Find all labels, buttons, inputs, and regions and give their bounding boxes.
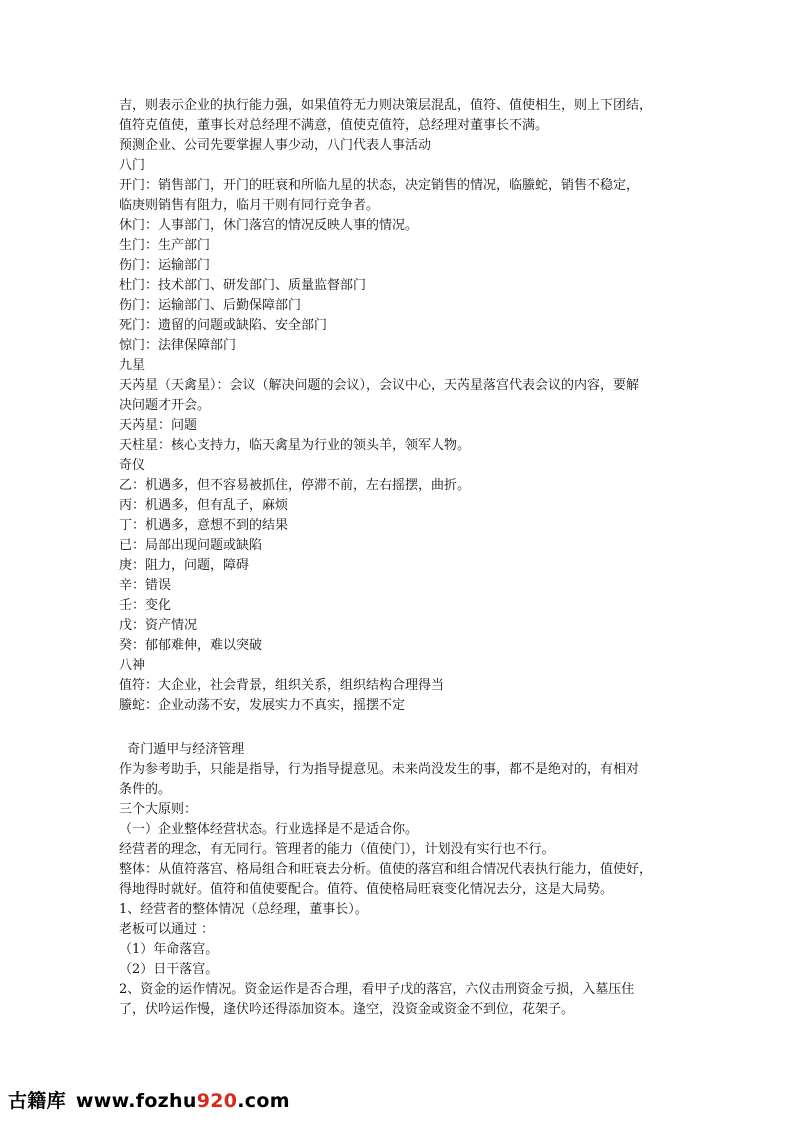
text-line: 值符：大企业，社会背景，组织关系，组织结构合理得当 — [119, 678, 445, 693]
text-line: 天芮星：问题 — [119, 418, 198, 433]
document-body — [119, 96, 679, 1020]
heading-ba-men: 八门 — [119, 158, 146, 173]
text-line: 丁：机遇多，意想不到的结果 — [119, 518, 289, 533]
watermark-url-number: 920 — [196, 1090, 238, 1112]
text-line: 生门：生产部门 — [119, 238, 211, 253]
heading-jiu-xing: 九星 — [119, 358, 146, 373]
text-line: 杜门：技术部门、研发部门、质量监督部门 — [119, 278, 367, 293]
section-enterprise-personnel — [119, 96, 679, 716]
text-line: 预测企业、公司先要掌握人事少动，八门代表人事活动 — [119, 138, 432, 153]
text-line: 庚：阻力，问题，障碍 — [119, 558, 250, 573]
text-line: （一）企业整体经营状态。行业选择是不是适合你。 — [119, 822, 419, 837]
heading-ba-shen: 八神 — [119, 658, 146, 673]
section-economic-management — [119, 740, 679, 1020]
text-line: （1）年命落宫。 — [119, 942, 219, 957]
watermark-url-suffix: .com — [237, 1090, 290, 1112]
text-line: 2、资金的运作情况。资金运作是否合理，看甲子戊的落宫，六仪击刑资金亏损，入墓压住 — [119, 982, 635, 997]
text-line: 死门：遗留的问题或缺陷、安全部门 — [119, 318, 328, 333]
text-line: 丙：机遇多，但有乱子，麻烦 — [119, 498, 289, 513]
text-line: 天芮星（天禽星）：会议（解决问题的会议），会议中心，天芮星落宫代表会议的内容，要解 — [119, 378, 640, 393]
text-line: 条件的。 — [119, 782, 172, 797]
text-line: 辛：错误 — [119, 578, 172, 593]
text-line: 作为参考助手，只能是指导，行为指导提意见。未来尚没发生的事，都不是绝对的，有相对 — [119, 762, 640, 777]
text-line: 天柱星：核心支持力，临天禽星为行业的领头羊，领军人物。 — [119, 438, 471, 453]
heading-qi-yi: 奇仪 — [119, 458, 146, 473]
text-line: 开门：销售部门，开门的旺衰和所临九星的状态，决定销售的情况，临螣蛇，销售不稳定， — [119, 178, 640, 193]
watermark-site-name: 古籍库 — [8, 1090, 66, 1112]
site-watermark — [8, 1086, 290, 1113]
text-line: 值符克值使，董事长对总经理不满意，值使克值符，总经理对董事长不满。 — [119, 118, 549, 133]
text-line: 休门：人事部门，休门落宫的情况反映人事的情况。 — [119, 218, 419, 233]
watermark-url-prefix: www.fozhu — [75, 1090, 197, 1112]
text-line: 戊：资产情况 — [119, 618, 198, 633]
text-line: 吉，则表示企业的执行能力强，如果值符无力则决策层混乱，值符、值使相生，则上下团结， — [119, 98, 653, 113]
text-line: 癸：郁郁难伸，难以突破 — [119, 638, 263, 653]
text-line: 决问题才开会。 — [119, 398, 211, 413]
text-line: 伤门：运输部门 — [119, 258, 211, 273]
text-line: 得地得时就好。值符和值使要配合。值符、值使格局旺衰变化情况去分，这是大局势。 — [119, 882, 614, 897]
text-line: 了，伏吟运作慢，逢伏吟还得添加资本。逢空，没资金或资金不到位，花架子。 — [119, 1002, 575, 1017]
text-line: 螣蛇：企业动荡不安，发展实力不真实，摇摆不定 — [119, 698, 406, 713]
text-line: 乙：机遇多，但不容易被抓住，停滞不前，左右摇摆，曲折。 — [119, 478, 471, 493]
text-line: 已：局部出现问题或缺陷 — [119, 538, 263, 553]
text-line: 临庚则销售有阻力，临月干则有同行竞争者。 — [119, 198, 380, 213]
text-line: 三个大原则： — [119, 802, 198, 817]
text-line: 壬：变化 — [119, 598, 172, 613]
text-line: （2）日干落宫。 — [119, 962, 219, 977]
paragraph-gap — [119, 716, 679, 740]
text-line: 经营者的理念，有无同行。管理者的能力（值使门），计划没有实行也不行。 — [119, 842, 555, 857]
text-line: 惊门：法律保障部门 — [119, 338, 237, 353]
text-line: 老板可以通过 ： — [119, 922, 215, 937]
text-line: 1、经营者的整体情况（总经理，董事长）。 — [119, 902, 368, 917]
text-line: 伤门：运输部门、后勤保障部门 — [119, 298, 302, 313]
section-title: 奇门遁甲与经济管理 — [119, 742, 245, 757]
text-line: 整体：从值符落宫、格局组合和旺衰去分析。值使的落宫和组合情况代表执行能力，值使好， — [119, 862, 653, 877]
